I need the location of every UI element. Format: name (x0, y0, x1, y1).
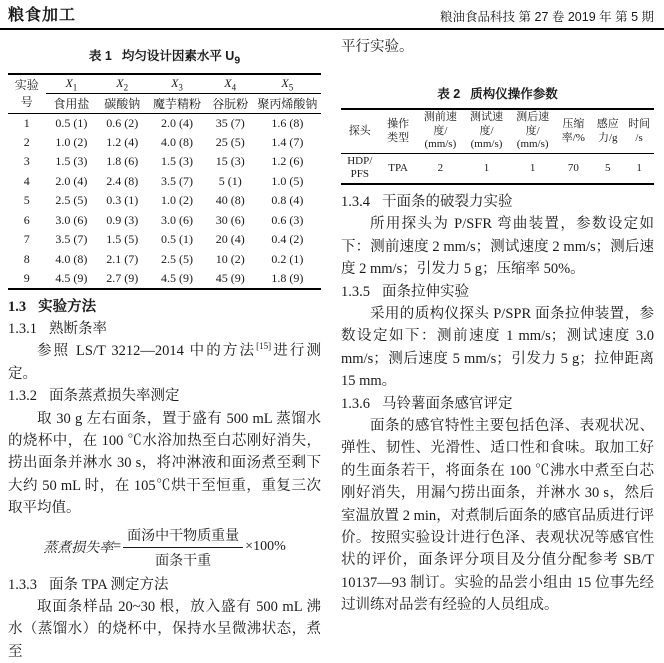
table2-col-pre-speed: 测前速度/ (mm/s) (418, 109, 463, 153)
paragraph-1-3-6: 面条的感官特性主要包括色泽、表观状况、弹性、韧性、光滑性、适口性和食味。取加工好的生面条若干，将面条在 100 ℃沸水中煮至白芯刚好消失，用漏勺捞出面条，并淋水 30 s，然后室温放置 2 min，对煮制后面条的感官品质进行评价。按照实验设计进行色泽、表观状况等感官性状的评价，面条评分项目及分值分配参考 SB/T 10137—93 制订。实验的品尝小组由 15 位事先经过训练对品尝有经验的人员组成。 (341, 417, 654, 614)
table-cell: 10 (2) (215, 251, 245, 266)
table-cell: 1.0 (2) (55, 134, 88, 149)
table-cell: 4.5 (9) (161, 270, 193, 285)
table2-body (341, 153, 654, 184)
table-cell: 2 (23, 134, 30, 149)
table-row (8, 250, 321, 270)
table-cell: 0.6 (3) (271, 212, 304, 227)
table-cell: 0.5 (1) (55, 115, 88, 130)
table-cell: 1.4 (7) (271, 134, 304, 149)
table-cell: 20 (4) (215, 232, 245, 247)
table2-header-row (341, 109, 654, 153)
running-head (0, 0, 664, 30)
table1-uniform-design (8, 73, 321, 290)
section-1-3-5: 1.3.5 面条拉伸实验 (341, 283, 469, 300)
table1-body (8, 113, 321, 289)
table-cell: 0.2 (1) (271, 251, 304, 266)
table1-caption (8, 46, 321, 67)
paragraph-1-3-4: 所用探头为 P/SFR 弯曲装置，参数设定如下：测前速度 2 mm/s；测试速度 2 mm/s；测后速度 2 mm/s；引发力 5 g；压缩率 50%。 (341, 216, 654, 278)
table1-rowhead-line2: 号 (20, 94, 33, 109)
table1-rowhead (8, 74, 46, 114)
table-cell: 1.0 (5) (271, 173, 304, 188)
table1-caption-number: 表 1 (88, 49, 112, 63)
section-1-3-4: 1.3.4 干面条的破裂力实验 (341, 193, 513, 210)
table-cell: 4.0 (8) (55, 251, 88, 266)
table-cell: 5 (23, 193, 30, 208)
table1-col-name-gluten: 谷朊粉 (207, 94, 254, 114)
table-cell: 15 (3) (215, 154, 245, 169)
table-row (8, 152, 321, 172)
table1-col-name-salt: 食用盐 (46, 94, 98, 114)
table2-col-trigger-force: 感应 力/g (591, 109, 624, 153)
table-cell: 1.2 (6) (271, 154, 304, 169)
table-row (8, 191, 321, 211)
running-head-section: 粮食加工 (8, 7, 77, 24)
table-cell: 1.5 (5) (106, 232, 139, 247)
cell-test-speed: 1 (483, 161, 490, 174)
cell-probe: HDP/ PFS (347, 154, 373, 181)
section-1-3-1: 1.3.1 熟断条率 (8, 320, 107, 337)
cell-compression: 70 (567, 161, 579, 174)
section-1-3-3: 1.3.3 面条 TPA 测定方法 (8, 576, 169, 593)
table-cell: 2.5 (5) (161, 251, 193, 266)
table-cell: 0.4 (2) (271, 232, 304, 247)
table-row (8, 172, 321, 192)
table-cell: 2.7 (9) (106, 270, 139, 285)
table1-header-names-row (8, 94, 321, 114)
table-cell: 25 (5) (215, 134, 245, 149)
running-head-journal: 粮油食品科技 第 27 卷 2019 年 第 5 期 (440, 10, 654, 24)
table2-col-probe: 探头 (341, 109, 379, 153)
table-cell: 0.9 (3) (106, 212, 139, 227)
table2-col-post-speed: 测后速度/ (mm/s) (510, 109, 555, 153)
table-cell: 45 (9) (215, 270, 245, 285)
table-cell: 1.6 (8) (271, 115, 304, 130)
table1-col-name-soda: 碳酸钠 (97, 94, 147, 114)
table-cell: 3.0 (6) (55, 212, 88, 227)
table-cell: 3.0 (6) (161, 212, 193, 227)
paragraph-1-3-1: 参照 LS/T 3212—2014 中的方法[15]进行测定。 (8, 341, 322, 382)
cell-trigger-force: 5 (605, 161, 611, 174)
table-cell: 1.5 (3) (161, 154, 193, 169)
formula-fraction: $\frac{\text{面汤中干物质重量}}{\text{面条干重}}$ (123, 525, 243, 570)
table-cell: 3.5 (7) (161, 173, 193, 188)
table-cell: 40 (8) (215, 193, 245, 208)
table2-header (341, 109, 654, 153)
table-cell: 2.5 (5) (55, 193, 88, 208)
table-cell: 8 (23, 251, 30, 266)
cell-pre-speed: 2 (437, 161, 444, 174)
table-cell: 1.0 (2) (161, 193, 193, 208)
table-cell: 2.4 (8) (106, 173, 139, 188)
table1-col-name-polyacry: 聚丙烯酸钠 (254, 94, 321, 114)
section-1-3: 1.3 实验方法 (8, 298, 97, 315)
table-cell: 4.0 (8) (161, 134, 193, 149)
section-1-3-6: 1.3.6 马铃薯面条感官评定 (341, 395, 513, 412)
table-cell: 1.8 (6) (106, 154, 139, 169)
table-row (8, 211, 321, 231)
table1-col-x1: $X_1$ (46, 74, 98, 94)
table-cell: 2.0 (4) (161, 115, 193, 130)
table-cell: 35 (7) (215, 115, 245, 130)
table2-caption-number: 表 2 (437, 87, 461, 102)
table-cell: 30 (6) (215, 212, 245, 227)
table-cell: 0.5 (1) (161, 232, 193, 247)
table1-col-name-konjac: 魔芋精粉 (147, 94, 206, 114)
table-row (8, 230, 321, 250)
table1-col-x4: $X_4$ (207, 74, 254, 94)
table2-caption (341, 84, 654, 102)
citation-15: [15] (256, 341, 272, 352)
table2-texture-analyzer (341, 108, 654, 185)
paragraph-1-3-3: 取面条样品 20~30 根，放入盛有 500 mL 沸水（蒸馏水）的烧杯中，保持水呈微沸状态，煮至 (8, 598, 321, 660)
table-cell: 4.5 (9) (55, 270, 88, 285)
table-cell: 2.0 (4) (55, 173, 88, 188)
right-column (341, 36, 654, 663)
table-cell: 0.6 (2) (106, 115, 139, 130)
table-cell: 1 (23, 115, 30, 130)
table-cell: 0.3 (1) (106, 193, 139, 208)
table1-col-x5: $X_5$ (254, 74, 321, 94)
table2-data-row (341, 153, 654, 184)
table-cell: 5 (1) (218, 173, 242, 188)
table2-caption-title: 质构仪操作参数 (470, 87, 558, 102)
table-row (8, 269, 321, 289)
table-cell: 9 (23, 270, 30, 285)
table-cell: 1.8 (9) (271, 270, 304, 285)
table-cell: 7 (23, 232, 30, 247)
cooking-loss-formula: 蒸煮损失率 = $\frac{\text{面汤中干物质重量}}{\text{面条干重}}$ ×100% (8, 525, 321, 570)
table2-col-type: 操作 类型 (379, 109, 418, 153)
cell-time: 1 (636, 161, 642, 174)
cell-post-speed: 1 (529, 161, 536, 174)
table-cell: 1.5 (3) (55, 154, 88, 169)
table2-col-time: 时间 /s (624, 109, 654, 153)
left-column (8, 36, 321, 663)
table-cell: 2.1 (7) (106, 251, 139, 266)
table-cell: 3.5 (7) (55, 232, 88, 247)
table-cell: 1.2 (4) (106, 134, 139, 149)
table1-col-x3: $X_3$ (147, 74, 206, 94)
table-row (8, 133, 321, 153)
cell-type: TPA (388, 161, 408, 174)
table1-col-x2: $X_2$ (97, 74, 147, 94)
table2-col-test-speed: 测试速度/ (mm/s) (463, 109, 510, 153)
table1-header-symbols-row (8, 74, 321, 94)
table1-header (8, 74, 321, 114)
table-cell: 3 (23, 154, 30, 169)
paragraph-1-3-2: 取 30 g 左右面条，置于盛有 500 mL 蒸馏水的烧杯中，在 100 ℃水浴加热至白芯刚好消失，捞出面条并淋水 30 s，将冲淋液和面汤煮至剩下大约 50 mL 时，在 105℃烘干至恒重，重复三次取平均值。 (8, 410, 321, 517)
two-column-layout (0, 30, 664, 663)
table-cell: 6 (23, 212, 30, 227)
table-cell: 0.8 (4) (271, 193, 304, 208)
table1-rowhead-line1: 实验 (14, 78, 39, 93)
table2-col-compression: 压缩 率/% (555, 109, 591, 153)
table-row (8, 113, 321, 133)
paragraph-1-3-5: 采用的质构仪探头 P/SPR 面条拉伸装置，参数设定如下：测前速度 1 mm/s；测试速度 3.0 mm/s；测后速度 5 mm/s；引发力 5 g；拉伸距离 15 mm。 (341, 305, 654, 390)
table-cell: 4 (23, 173, 30, 188)
section-1-3-2: 1.3.2 面条蒸煮损失率测定 (8, 388, 180, 405)
paragraph-continuation: 平行实验。 (341, 39, 414, 55)
table1-caption-subscript: 9 (234, 55, 241, 67)
table1-caption-title: 均匀设计因素水平 U (121, 49, 235, 63)
